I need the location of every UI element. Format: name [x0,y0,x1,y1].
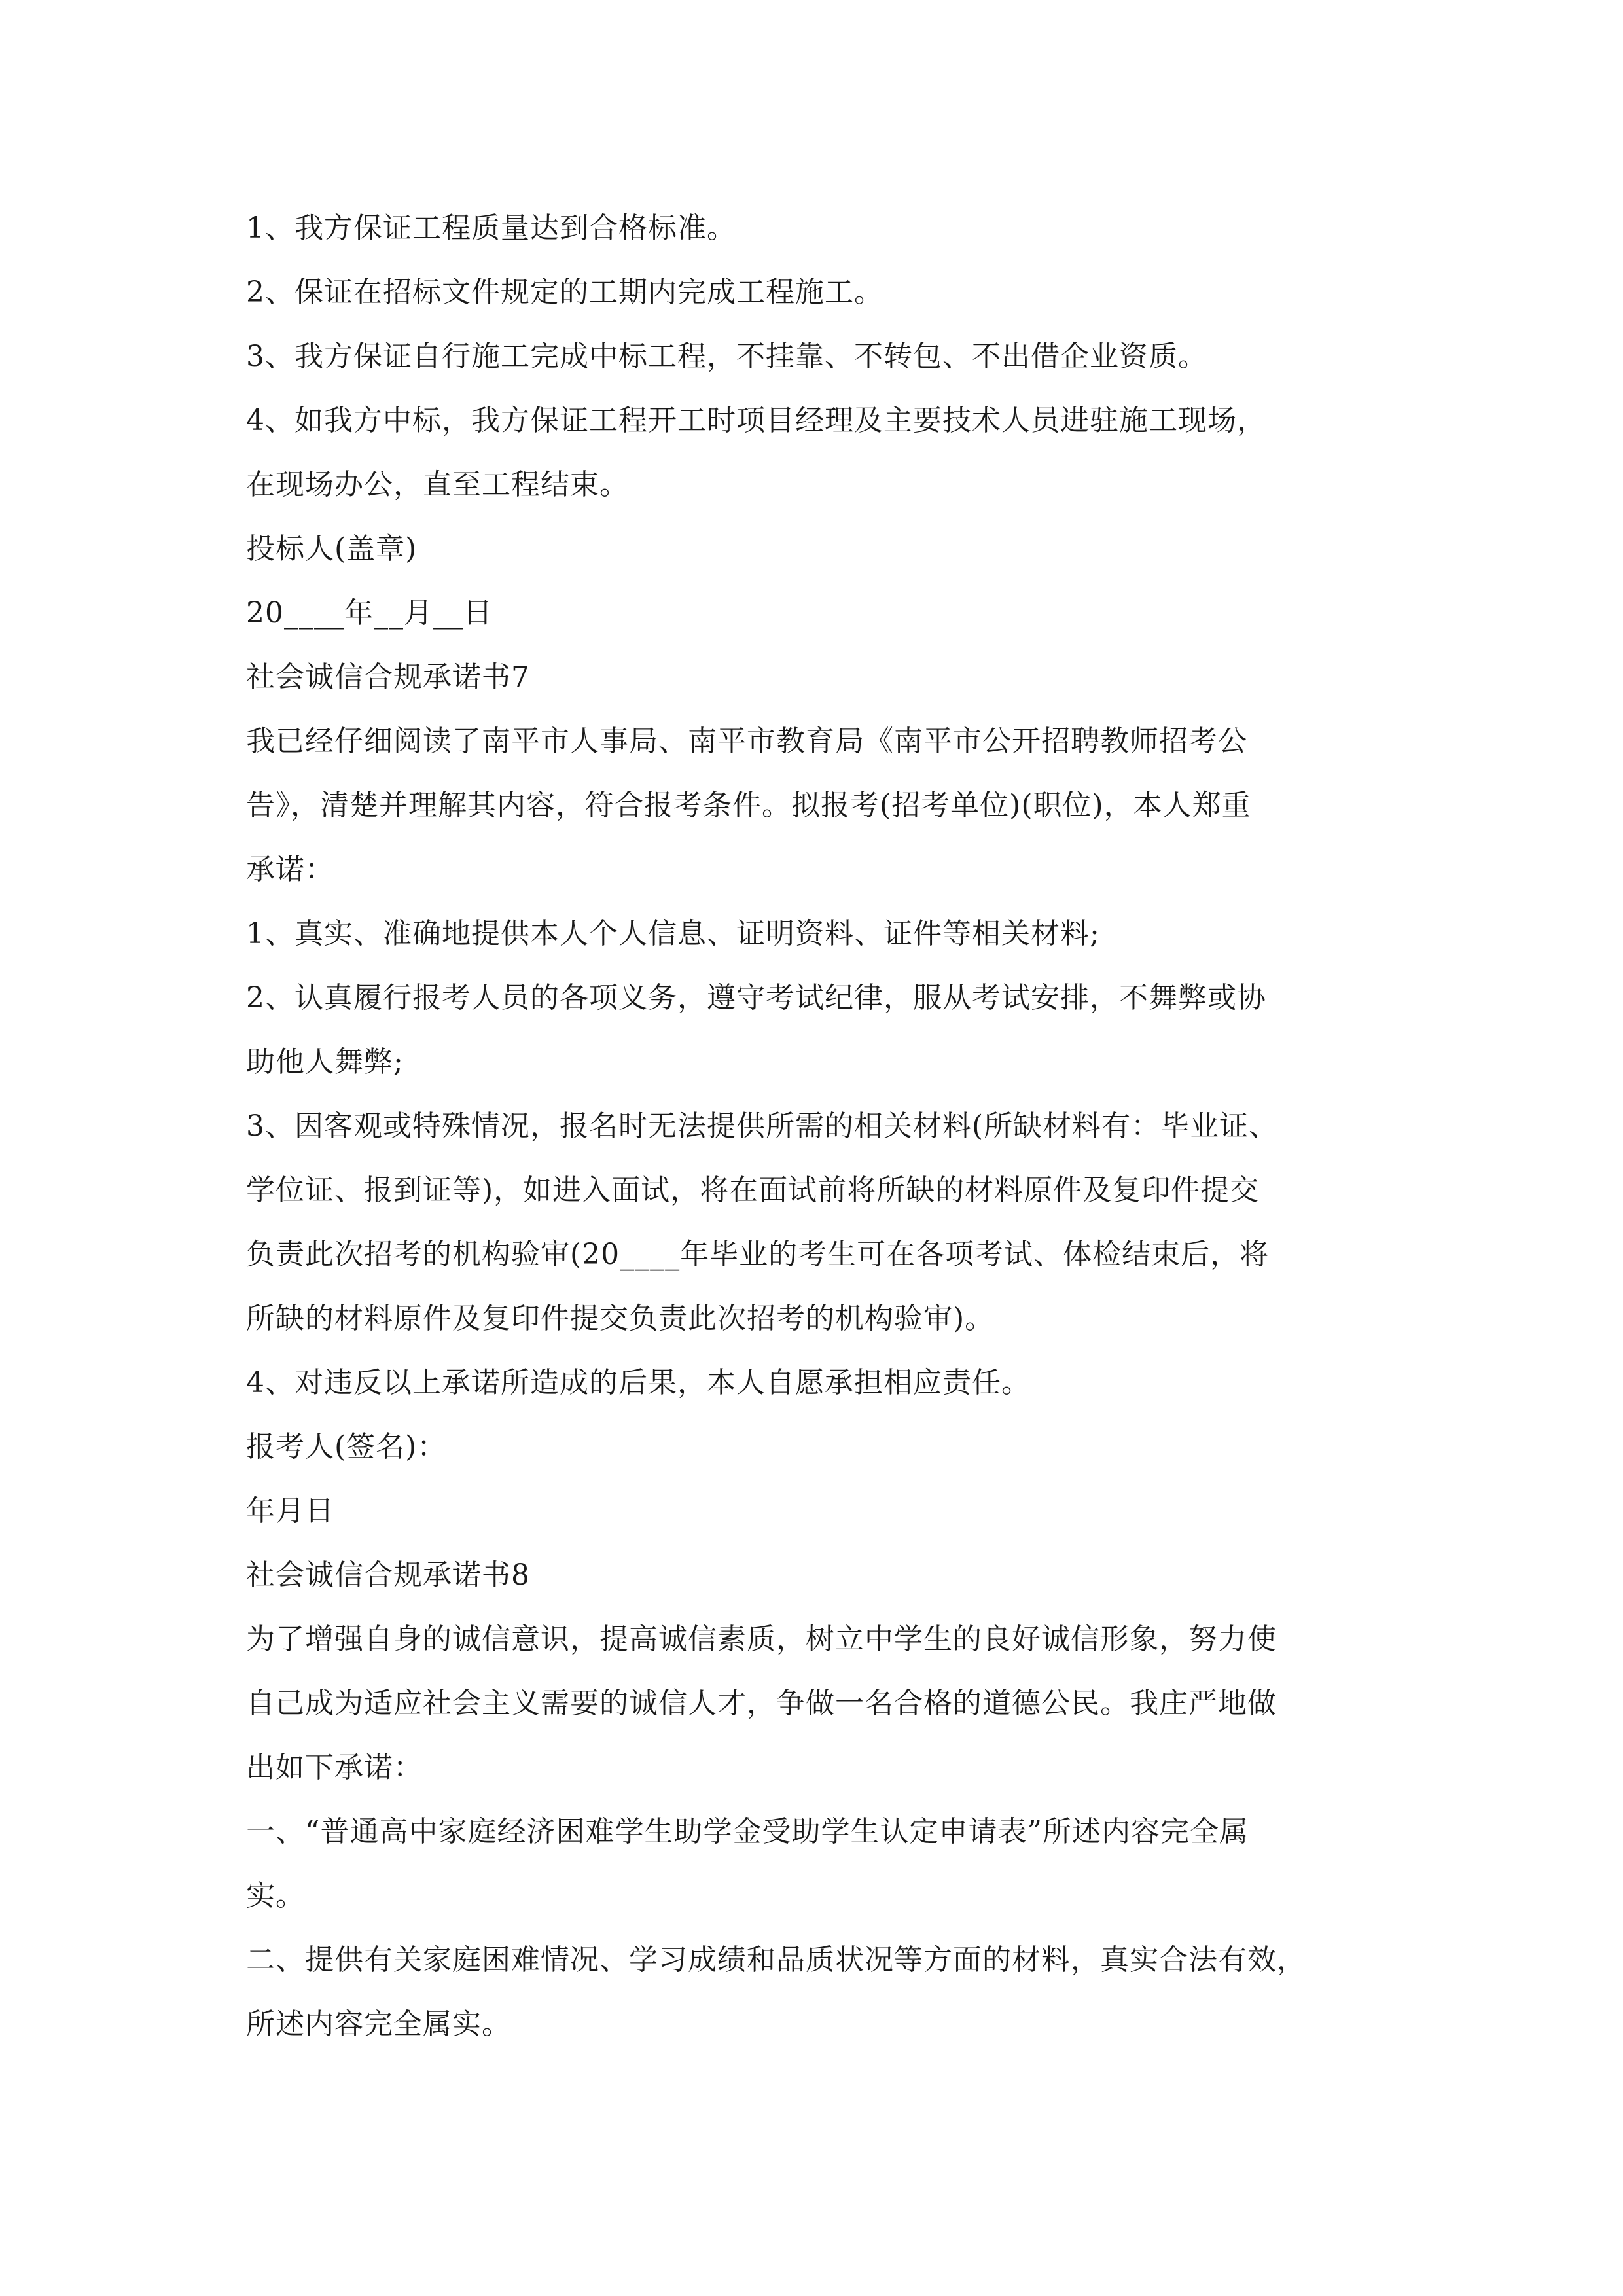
text-line: 3、我方保证自行施工完成中标工程，不挂靠、不转包、不出借企业资质。 [246,340,1207,373]
date-line: 年月日 [246,1494,334,1528]
document-page [246,196,1398,2056]
text-line: 我已经仔细阅读了南平市人事局、南平市教育局《南平市公开招聘教师招考公 [246,725,1247,758]
text-line: 3、因客观或特殊情况，报名时无法提供所需的相关材料(所缺材料有：毕业证、 [246,1109,1279,1143]
text-line: 承诺： [246,853,334,886]
text-line: 4、对违反以上承诺所造成的后果，本人自愿承担相应责任。 [246,1366,1031,1399]
text-line: 1、真实、准确地提供本人个人信息、证明资料、证件等相关材料; [246,917,1100,950]
text-line: 4、如我方中标，我方保证工程开工时项目经理及主要技术人员进驻施工现场， [246,404,1266,437]
text-line: 实。 [246,1879,305,1912]
date-line: 20____年__月__日 [246,596,493,630]
text-line: 为了增强自身的诚信意识，提高诚信素质，树立中学生的良好诚信形象，努力使 [246,1623,1277,1656]
section-heading: 社会诚信合规承诺书7 [246,660,530,694]
text-line: 自己成为适应社会主义需要的诚信人才，争做一名合格的道德公民。我庄严地做 [246,1687,1277,1720]
text-line: 所缺的材料原件及复印件提交负责此次招考的机构验审)。 [246,1302,995,1335]
signature-label: 投标人(盖章) [246,532,418,565]
text-line: 负责此次招考的机构验审(20____年毕业的考生可在各项考试、体检结束后，将 [246,1238,1270,1271]
text-line: 助他人舞弊; [246,1045,404,1079]
text-line: 2、保证在招标文件规定的工期内完成工程施工。 [246,276,883,309]
text-line: 所述内容完全属实。 [246,2007,511,2041]
text-line: 一、“普通高中家庭经济困难学生助学金受助学生认定申请表”所述内容完全属 [246,1815,1249,1848]
text-line: 学位证、报到证等)，如进入面试，将在面试前将所缺的材料原件及复印件提交 [246,1174,1260,1207]
text-line: 告》，清楚并理解其内容，符合报考条件。拟报考(招考单位)(职位)，本人郑重 [246,789,1251,822]
text-line: 二、提供有关家庭困难情况、学习成绩和品质状况等方面的材料，真实合法有效， [246,1943,1306,1977]
text-line: 在现场办公，直至工程结束。 [246,468,629,501]
text-line: 出如下承诺： [246,1751,423,1784]
section-heading: 社会诚信合规承诺书8 [246,1558,530,1592]
text-line: 2、认真履行报考人员的各项义务，遵守考试纪律，服从考试安排，不舞弊或协 [246,981,1266,1014]
signature-label: 报考人(签名)： [246,1430,447,1463]
text-line: 1、我方保证工程质量达到合格标准。 [246,211,736,245]
